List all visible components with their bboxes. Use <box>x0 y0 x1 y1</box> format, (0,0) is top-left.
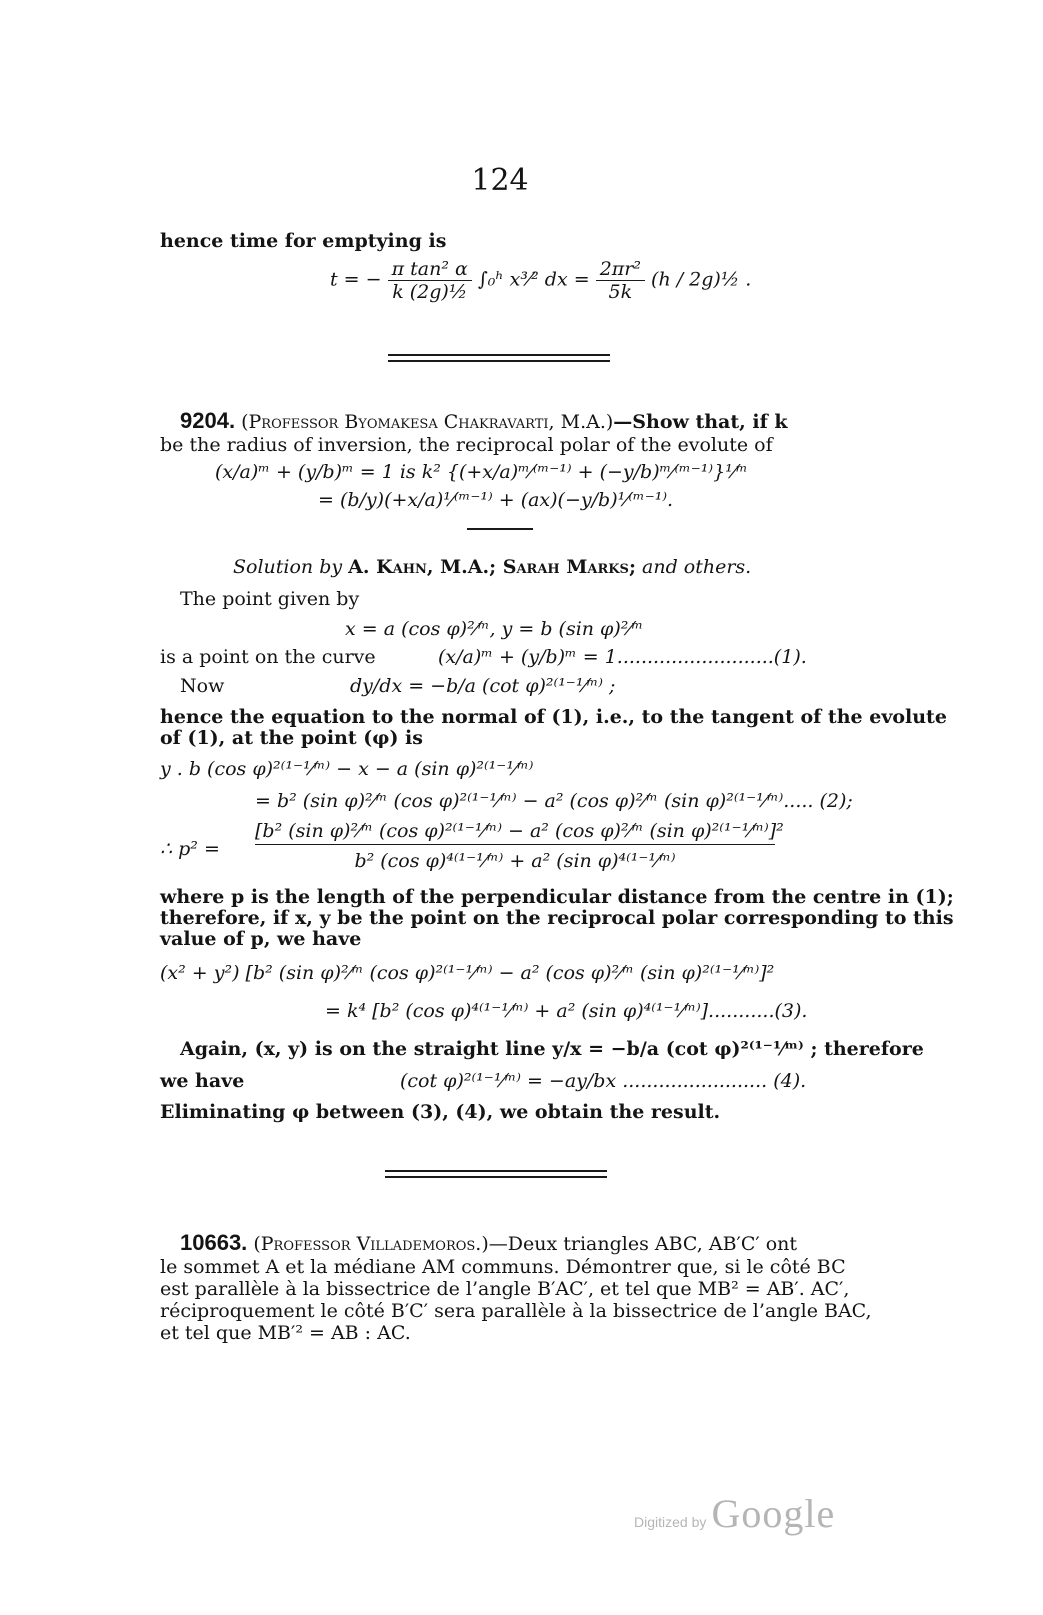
emptying-time-formula <box>330 258 751 303</box>
problem-9204-equation: = (b/y)(+x/a)¹⁄⁽ᵐ⁻¹⁾ + (ax)(−y/b)¹⁄⁽ᵐ⁻¹⁾. <box>318 489 674 511</box>
problem-9204-header <box>180 410 788 433</box>
problem-10663-line: et tel que MB′² = AB : AC. <box>160 1322 411 1344</box>
fraction-numerator: 2πr² <box>596 258 645 281</box>
solution-line: is a point on the curve <box>160 646 376 668</box>
solution-heading <box>233 556 751 578</box>
problem-10663-line: réciproquement le côté B′C′ sera parallèle à la bissectrice de l’angle BAC, <box>160 1300 872 1322</box>
short-divider <box>467 528 533 530</box>
solution-line: The point given by <box>180 588 360 610</box>
problem-number: 9204. <box>180 408 236 433</box>
section-divider <box>388 354 610 356</box>
fraction-denominator: 5k <box>608 281 633 303</box>
solution-equation: dy/dx = −b/a (cot φ)²⁽¹⁻¹⁄ᵐ⁾ ; <box>350 675 616 697</box>
solution-equation: y . b (cos φ)²⁽¹⁻¹⁄ᵐ⁾ − x − a (sin φ)²⁽¹⁻¹⁄ᵐ⁾ <box>160 758 534 780</box>
solution-equation: (cot φ)²⁽¹⁻¹⁄ᵐ⁾ = −ay/bx ........................ (4). <box>400 1070 807 1092</box>
section-divider <box>388 360 610 362</box>
problem-number: 10663. <box>180 1230 248 1255</box>
formula-integral: ∫₀ʰ x³⁄² dx = <box>477 268 590 291</box>
solution-equation: x = a (cos φ)²⁄ᵐ, y = b (sin φ)²⁄ᵐ <box>345 618 644 640</box>
solution-authors: A. Kahn, M.A.; Sarah Marks; <box>348 556 636 578</box>
problem-10663-header <box>180 1232 797 1255</box>
fraction-numerator: π tan² α <box>388 258 472 281</box>
problem-proposer: (Professor Villademoros.) <box>253 1233 489 1255</box>
solution-suffix: and others. <box>642 556 752 578</box>
solution-equation: (x/a)ᵐ + (y/b)ᵐ = 1..........................(1). <box>438 646 807 668</box>
problem-proposer: (Professor Byomakesa Chakravarti, M.A.) <box>241 411 614 433</box>
solution-prefix: Solution by <box>233 556 343 578</box>
digitized-prefix: Digitized by <box>634 1514 707 1530</box>
problem-statement-start: —Deux triangles ABC, AB′C′ ont <box>488 1233 798 1255</box>
formula-fraction-2 <box>596 258 645 303</box>
p-squared-label: ∴ p² = <box>160 838 220 860</box>
solution-line: where p is the length of the perpendicular distance from the centre in (1); <box>160 886 954 908</box>
formula-lhs: t = − <box>330 268 382 291</box>
page-number: 124 <box>471 163 529 198</box>
formula-tail: (h / 2g)½ . <box>651 268 752 291</box>
intro-text: hence time for emptying is <box>160 230 447 252</box>
problem-9204-line: be the radius of inversion, the reciprocal polar of the evolute of <box>160 434 773 456</box>
problem-statement-start: —Show that, if k <box>613 411 788 433</box>
section-divider <box>385 1176 607 1178</box>
solution-line: Eliminating φ between (3), (4), we obtain the result. <box>160 1101 721 1123</box>
solution-line: of (1), at the point (φ) is <box>160 727 423 749</box>
fraction-denominator: k (2g)½ <box>392 281 468 303</box>
solution-equation: (x² + y²) [b² (sin φ)²⁄ᵐ (cos φ)²⁽¹⁻¹⁄ᵐ⁾ − a² (cos φ)²⁄ᵐ (sin φ)²⁽¹⁻¹⁄ᵐ⁾]² <box>160 962 775 984</box>
formula-fraction-1 <box>388 258 472 303</box>
solution-line: value of p, we have <box>160 928 362 950</box>
section-divider <box>385 1170 607 1172</box>
solution-line: therefore, if x, y be the point on the reciprocal polar corresponding to this <box>160 907 954 929</box>
p-squared-numerator: [b² (sin φ)²⁄ᵐ (cos φ)²⁽¹⁻¹⁄ᵐ⁾ − a² (cos φ)²⁄ᵐ (sin φ)²⁽¹⁻¹⁄ᵐ⁾]² <box>255 820 775 845</box>
problem-9204-equation: (x/a)ᵐ + (y/b)ᵐ = 1 is k² {(+x/a)ᵐ⁄⁽ᵐ⁻¹⁾ + (−y/b)ᵐ⁄⁽ᵐ⁻¹⁾}¹⁄ᵐ <box>215 461 748 483</box>
solution-line: Now <box>180 675 225 697</box>
problem-10663-line: est parallèle à la bissectrice de l’angle B′AC′, et tel que MB² = AB′. AC′, <box>160 1278 850 1300</box>
google-logo: Google <box>711 1491 836 1536</box>
solution-equation: = k⁴ [b² (cos φ)⁴⁽¹⁻¹⁄ᵐ⁾ + a² (sin φ)⁴⁽¹⁻¹⁄ᵐ⁾]...........(3). <box>325 1000 808 1022</box>
solution-line: hence the equation to the normal of (1), i.e., to the tangent of the evolute <box>160 706 947 728</box>
problem-10663-line: le sommet A et la médiane AM communs. Démontrer que, si le côté BC <box>160 1256 846 1278</box>
solution-line: we have <box>160 1070 245 1092</box>
solution-line: Again, (x, y) is on the straight line y/x = −b/a (cot φ)²⁽¹⁻¹⁄ᵐ⁾ ; therefore <box>180 1038 924 1060</box>
digitized-watermark <box>634 1490 835 1537</box>
solution-equation: = b² (sin φ)²⁄ᵐ (cos φ)²⁽¹⁻¹⁄ᵐ⁾ − a² (cos φ)²⁄ᵐ (sin φ)²⁽¹⁻¹⁄ᵐ⁾..... (2); <box>255 790 853 812</box>
p-squared-denominator: b² (cos φ)⁴⁽¹⁻¹⁄ᵐ⁾ + a² (sin φ)⁴⁽¹⁻¹⁄ᵐ⁾ <box>354 850 676 872</box>
